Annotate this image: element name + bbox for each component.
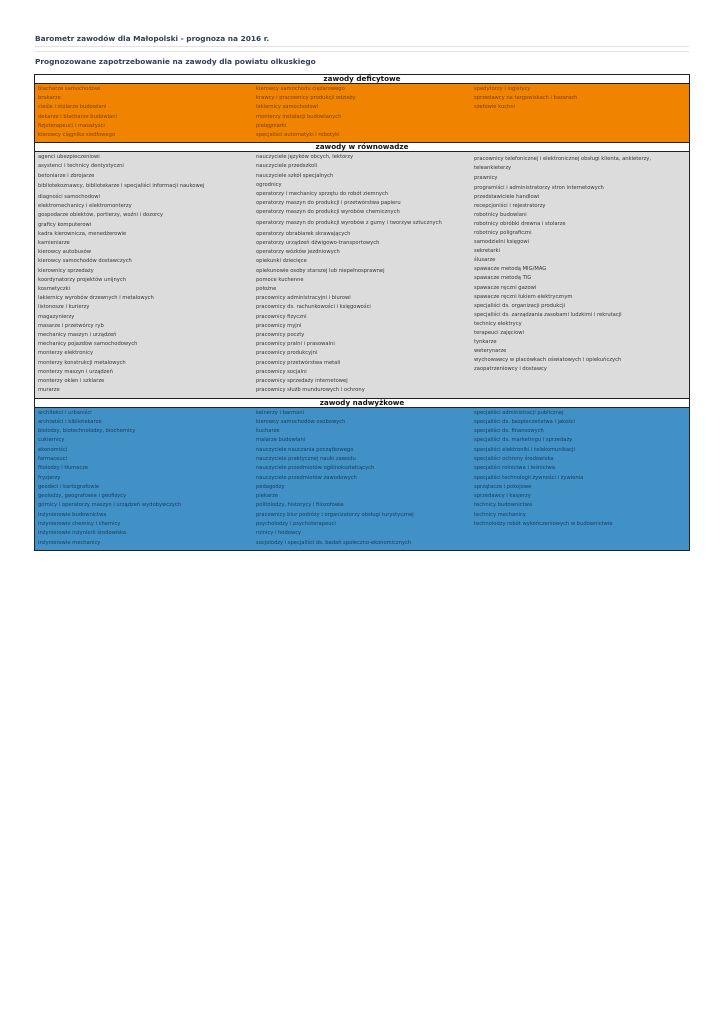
occupation-item: technolodzy robót wykończeniowych w budownictwie bbox=[474, 521, 613, 528]
divider bbox=[35, 46, 689, 47]
occupation-item: kucharze bbox=[256, 428, 280, 435]
occupation-item: recepcjoniści i rejestratorzy bbox=[474, 202, 546, 209]
section-column bbox=[35, 85, 253, 140]
section-header: zawody deficytowe bbox=[35, 75, 689, 84]
occupation-item: kierowcy samochodów osobowych bbox=[256, 418, 346, 425]
section-header: zawody w równowadze bbox=[35, 142, 689, 152]
occupation-item: nauczyciele przedmiotów ogólnokształcących bbox=[256, 465, 375, 472]
occupation-item: nauczyciele przedmiotów zawodowych bbox=[256, 474, 357, 481]
occupation-item: spawacze metodą MIG/MAG bbox=[474, 266, 547, 273]
occupation-item: pracownicy socjalni bbox=[256, 368, 307, 375]
occupation-item: lakiernicy samochodowi bbox=[256, 104, 319, 111]
occupation-item: monterzy maszyn i urządzeń bbox=[38, 368, 113, 375]
occupation-item: lakiernicy wyrobów drzewnych i metalowych bbox=[38, 295, 154, 302]
occupation-item: biolodzy, biotechnolodzy, biochemicy bbox=[38, 428, 136, 435]
occupation-item: mechanicy maszyn i urządzeń bbox=[38, 332, 117, 339]
occupations-table bbox=[34, 74, 690, 551]
occupation-item: inżynierowie chemicy i chemicy bbox=[38, 521, 121, 528]
occupation-item: specjaliści automatyki i robotyki bbox=[256, 132, 340, 139]
occupation-item: sekretarki bbox=[474, 248, 500, 255]
occupation-item: programiści i administratorzy stron internetowych bbox=[474, 184, 604, 191]
occupation-item: robotnicy poligraficzni bbox=[474, 229, 532, 236]
occupation-item: ekonomiści bbox=[38, 446, 68, 453]
occupation-item: ogrodnicy bbox=[256, 181, 282, 188]
occupation-item: spedytorzy i logistycy bbox=[474, 86, 531, 92]
occupation-item: nauczyciele nauczania początkowego bbox=[256, 446, 354, 453]
occupation-item: zaopatrzeniowcy i dostawcy bbox=[474, 366, 547, 373]
occupation-item: specjaliści ds. zarządzania zasobami ludzkimi i rekrutacji bbox=[474, 311, 622, 318]
occupation-item: mechanicy pojazdów samochodowych bbox=[38, 341, 138, 348]
occupation-item: specjaliści elektroniki i telekomunikacji bbox=[474, 446, 575, 453]
document-subtitle: Prognozowane zapotrzebowanie na zawody dla powiatu olkuskiego bbox=[35, 57, 316, 66]
occupation-item: sprzątacze i pokojowe bbox=[474, 483, 532, 490]
occupation-item: spawacze ręczni gazowi bbox=[474, 284, 537, 291]
occupation-item: murarze bbox=[38, 387, 60, 394]
occupation-item: koordynatorzy projektów unijnych bbox=[38, 276, 126, 283]
occupation-item: inżynierowie mechanicy bbox=[38, 539, 101, 546]
occupation-item: szefowie kuchni bbox=[474, 104, 516, 111]
occupation-item: pracownicy przetwórstwa metali bbox=[256, 359, 341, 366]
occupation-item: spawacze metodą TIG bbox=[474, 275, 532, 282]
occupation-item: magazynierzy bbox=[38, 313, 75, 320]
occupation-item: położne bbox=[256, 286, 277, 293]
occupation-item: fizjoterapeuci i masażyści bbox=[38, 122, 105, 129]
occupation-item: opiekunki dziecięce bbox=[256, 258, 307, 265]
occupation-item: kierowcy ciągnika siodłowego bbox=[38, 132, 116, 139]
section-column bbox=[471, 409, 689, 548]
occupation-item: pracownicy pralni i prasowalni bbox=[256, 341, 335, 348]
occupation-item: filolodzy i tłumacze bbox=[38, 465, 89, 472]
occupation-item: specjaliści technologii żywności i żywienia bbox=[474, 474, 584, 481]
occupation-item: pracownicy myjni bbox=[256, 322, 302, 329]
occupation-item: graficy komputerowi bbox=[38, 221, 92, 228]
occupation-item: monterzy konstrukcji metalowych bbox=[38, 359, 126, 366]
balance-section bbox=[35, 152, 689, 397]
occupation-item: pracownicy telefonicznej i elektronicznej obsługi klienta, ankieterzy, teleankieterzy bbox=[474, 155, 652, 171]
occupation-item: elektromechanicy i elektromonterzy bbox=[38, 203, 132, 210]
occupation-item: specjaliści ds. finansowych bbox=[474, 428, 544, 435]
occupation-item: farmaceuci bbox=[38, 455, 67, 462]
occupation-item: dekarze i blacharze budowlani bbox=[38, 113, 117, 120]
occupation-item: pielęgniarki bbox=[256, 122, 287, 129]
occupation-item: kosmetyczki bbox=[38, 286, 71, 293]
occupation-item: cieśle i stolarze budowlani bbox=[38, 104, 107, 111]
occupation-item: bibliotekoznawcy, bibliotekarze i specjaliści informacji naukowej bbox=[38, 183, 205, 190]
occupation-item: weterynarze bbox=[474, 348, 507, 355]
occupation-item: przedstawiciele handlowi bbox=[474, 193, 540, 200]
occupation-item: pracownicy administracyjni i biurowi bbox=[256, 295, 351, 302]
occupation-item: wychowawcy w placówkach oświatowych i opiekuńczych bbox=[474, 357, 622, 364]
occupation-item: monterzy instalacji budowlanych bbox=[256, 113, 342, 120]
occupation-item: kierowcy samochodów dostawczych bbox=[38, 258, 132, 265]
occupation-item: archiwiści i bibliotekarze bbox=[38, 418, 102, 425]
occupation-item: operatorzy wózków jezdniowych bbox=[256, 249, 340, 256]
occupation-item: sprzedawcy na targowiskach i bazarach bbox=[474, 95, 578, 102]
occupation-item: nauczyciele języków obcych, lektorzy bbox=[256, 154, 354, 161]
occupation-item: brukarze bbox=[38, 95, 61, 102]
occupation-item: pomoce kuchenne bbox=[256, 276, 304, 283]
occupation-item: specjaliści ds. bezpieczeństwa i jakości bbox=[474, 418, 576, 425]
occupation-item: nauczyciele praktycznej nauki zawodu bbox=[256, 455, 356, 462]
occupation-item: blacharze samochodowi bbox=[38, 86, 101, 92]
occupation-item: masarze i przetwórcy ryb bbox=[38, 322, 104, 329]
deficit-section bbox=[35, 84, 689, 142]
occupation-item: pracownicy fizyczni bbox=[256, 313, 307, 320]
occupation-item: górnicy i operatorzy maszyn i urządzeń wydobywczych bbox=[38, 502, 182, 509]
occupation-item: cukiernicy bbox=[38, 437, 65, 444]
occupation-item: specjaliści rolnictwa i leśnictwa bbox=[474, 465, 555, 472]
occupation-item: betoniarze i zbrojarze bbox=[38, 172, 95, 179]
occupation-item: malarze budowlani bbox=[256, 437, 306, 444]
occupation-item: nauczyciele szkół specjalnych bbox=[256, 172, 334, 179]
section-column bbox=[253, 85, 471, 140]
occupation-item: tynkarze bbox=[474, 339, 497, 346]
occupation-item: ślusarze bbox=[474, 257, 496, 264]
occupation-item: nauczyciele przedszkoli bbox=[256, 163, 318, 170]
occupation-item: robotnicy budowlani bbox=[474, 211, 527, 218]
occupation-item: operatorzy maszyn do produkcji i przetwórstwa papieru bbox=[256, 200, 401, 207]
section-column bbox=[35, 153, 253, 395]
occupation-item: kierowcy autobusów bbox=[38, 249, 92, 256]
section-column bbox=[253, 409, 471, 548]
occupation-item: fryzjerzy bbox=[38, 474, 61, 481]
occupation-item: kamieniarze bbox=[38, 240, 70, 247]
surplus-section bbox=[35, 408, 689, 550]
occupation-item: diagności samochodowi bbox=[38, 194, 100, 201]
occupation-item: politolodzy, historycy i filozofowie bbox=[256, 502, 344, 509]
occupation-item: geolodzy, geografowie i geofizycy bbox=[38, 493, 127, 500]
occupation-item: monterzy elektronicy bbox=[38, 350, 94, 357]
occupation-item: inżynierowie inżynierii środowiska bbox=[38, 530, 127, 537]
occupation-item: specjaliści ochrony środowiska bbox=[474, 455, 554, 462]
occupation-item: operatorzy obrabiarek skrawających bbox=[256, 230, 351, 237]
occupation-item: pracownicy produkcyjni bbox=[256, 350, 318, 357]
occupation-item: krawcy i pracownicy produkcji odzieży bbox=[256, 95, 356, 102]
occupation-item: listonosze i kurierzy bbox=[38, 304, 90, 311]
occupation-item: specjaliści ds. organizacji produkcji bbox=[474, 302, 565, 309]
occupation-item: prawnicy bbox=[474, 175, 498, 182]
occupation-item: operatorzy i mechanicy sprzętu do robót ziemnych bbox=[256, 191, 389, 198]
occupation-item: pracownicy poczty bbox=[256, 332, 305, 339]
occupation-item: pracownicy służb mundurowych i ochrony bbox=[256, 387, 365, 394]
occupation-item: monterzy okien i szklarze bbox=[38, 378, 105, 385]
occupation-item: pracownicy sprzedaży internetowej bbox=[256, 378, 348, 385]
occupation-item: agenci ubezpieczeniowi bbox=[38, 154, 100, 161]
occupation-item: kierowcy samochodu ciężarowego bbox=[256, 86, 345, 92]
occupation-item: technicy mechanicy bbox=[474, 511, 526, 518]
section-column bbox=[471, 153, 689, 395]
occupation-item: sprzedawcy i kasjerzy bbox=[474, 493, 531, 500]
occupation-item: piekarze bbox=[256, 493, 279, 500]
occupation-item: pedagodzy bbox=[256, 483, 285, 490]
occupation-item: robotnicy obróbki drewna i stolarze bbox=[474, 220, 566, 227]
section-header: zawody nadwyżkowe bbox=[35, 398, 689, 408]
occupation-item: gospodarze obiektów, portierzy, woźni i dozorcy bbox=[38, 212, 164, 219]
divider bbox=[35, 51, 689, 52]
section-column bbox=[253, 153, 471, 395]
occupation-item: inżynierowie budownictwa bbox=[38, 511, 107, 518]
occupation-item: kadra kierownicza, menedżerowie bbox=[38, 230, 127, 237]
occupation-item: operatorzy maszyn do produkcji wyrobów z gumy i tworzyw sztucznych bbox=[256, 220, 442, 227]
occupation-item: kelnerzy i barmani bbox=[256, 409, 305, 416]
occupation-item: technicy elektrycy bbox=[474, 320, 522, 327]
occupation-item: geodeci i kartografowie bbox=[38, 483, 100, 490]
occupation-item: psycholodzy i psychoterapeuci bbox=[256, 521, 336, 528]
occupation-item: pracownicy biur podróży i organizatorzy obsługi turystycznej bbox=[256, 511, 414, 518]
occupation-item: asystenci i technicy dentystyczni bbox=[38, 163, 124, 170]
occupation-item: architekci i urbaniści bbox=[38, 409, 92, 416]
occupation-item: spawacze ręczni łukiem elektrycznym bbox=[474, 293, 573, 300]
occupation-item: terapeuci zajęciowi bbox=[474, 330, 524, 336]
occupation-item: samodzielni księgowi bbox=[474, 239, 530, 246]
occupation-item: operatorzy urządzeń dźwigowo-transportowych bbox=[256, 240, 380, 247]
occupation-item: operatorzy maszyn do produkcji wyrobów chemicznych bbox=[256, 209, 400, 216]
section-column bbox=[471, 85, 689, 140]
occupation-item: specjaliści administracji publicznej bbox=[474, 409, 564, 416]
document-title: Barometr zawodów dla Małopolski - prognoza na 2016 r. bbox=[35, 34, 270, 43]
occupation-item: specjaliści ds. marketingu i sprzedaży bbox=[474, 437, 573, 444]
occupation-item: kierownicy sprzedaży bbox=[38, 267, 94, 274]
section-column bbox=[35, 409, 253, 548]
occupation-item: opiekunowie osoby starszej lub niepełnosprawnej bbox=[256, 267, 385, 274]
occupation-item: technicy budownictwa bbox=[474, 502, 532, 509]
occupation-item: socjolodzy i specjaliści ds. badań społeczno-ekonomicznych bbox=[256, 539, 412, 546]
occupation-item: pracownicy ds. rachunkowości i księgowości bbox=[256, 304, 371, 311]
occupation-item: rolnicy i hodowcy bbox=[256, 530, 302, 537]
